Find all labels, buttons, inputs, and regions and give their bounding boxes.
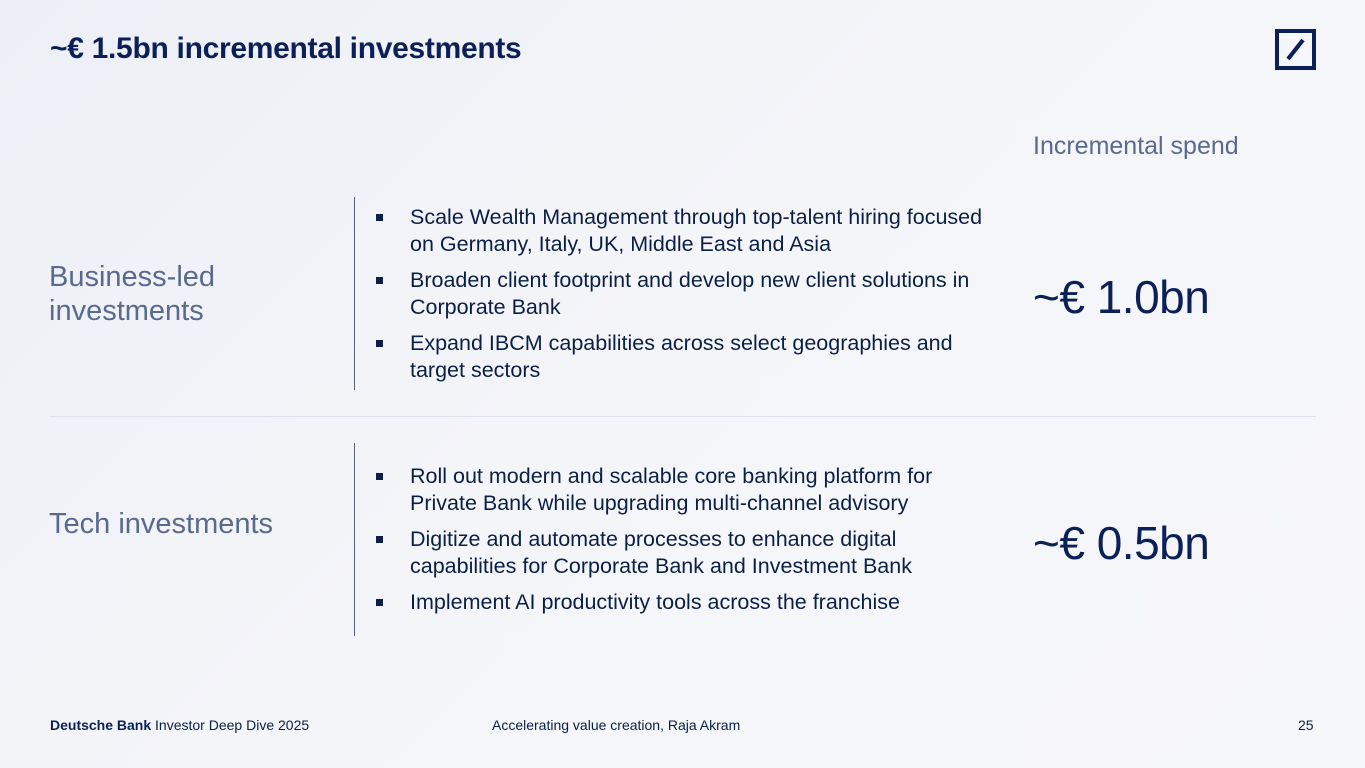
business-bullet-list xyxy=(376,204,996,393)
list-item: Implement AI productivity tools across the franchise xyxy=(376,589,996,616)
bullet-square-icon xyxy=(376,536,383,543)
list-item: Expand IBCM capabilities across select geographies and target sectors xyxy=(376,330,996,384)
bullet-square-icon xyxy=(376,277,383,284)
slide-title: ~€ 1.5bn incremental investments xyxy=(50,32,522,65)
section-divider xyxy=(49,416,1316,417)
row-divider-line xyxy=(354,443,355,636)
amount-business-led: ~€ 1.0bn xyxy=(1033,271,1210,323)
bullet-square-icon xyxy=(376,599,383,606)
list-item: Digitize and automate processes to enhance digital capabilities for Corporate Bank and Investment Bank xyxy=(376,526,996,580)
row-label-business-led: Business-led investments xyxy=(49,261,216,327)
bullet-square-icon xyxy=(376,214,383,221)
column-header-incremental-spend: Incremental spend xyxy=(1033,132,1239,160)
page-number: 25 xyxy=(1298,717,1314,733)
bullet-square-icon xyxy=(376,340,383,347)
list-item: Roll out modern and scalable core banking platform for Private Bank while upgrading multi-channel advisory xyxy=(376,463,996,517)
footer-event: Investor Deep Dive 2025 xyxy=(155,717,310,733)
list-item: Broaden client footprint and develop new client solutions in Corporate Bank xyxy=(376,267,996,321)
row-label-tech: Tech investments xyxy=(49,508,274,540)
row-divider-line xyxy=(354,197,355,390)
footer-brand-event xyxy=(50,717,309,733)
footer-brand: Deutsche Bank xyxy=(50,717,152,733)
amount-tech: ~€ 0.5bn xyxy=(1033,517,1210,569)
deutsche-bank-logo xyxy=(1275,29,1316,70)
bullet-square-icon xyxy=(376,473,383,480)
tech-bullet-list xyxy=(376,463,996,625)
list-item: Scale Wealth Management through top-talent hiring focused on Germany, Italy, UK, Middle East and Asia xyxy=(376,204,996,258)
footer-subtitle: Accelerating value creation, Raja Akram xyxy=(492,717,741,733)
